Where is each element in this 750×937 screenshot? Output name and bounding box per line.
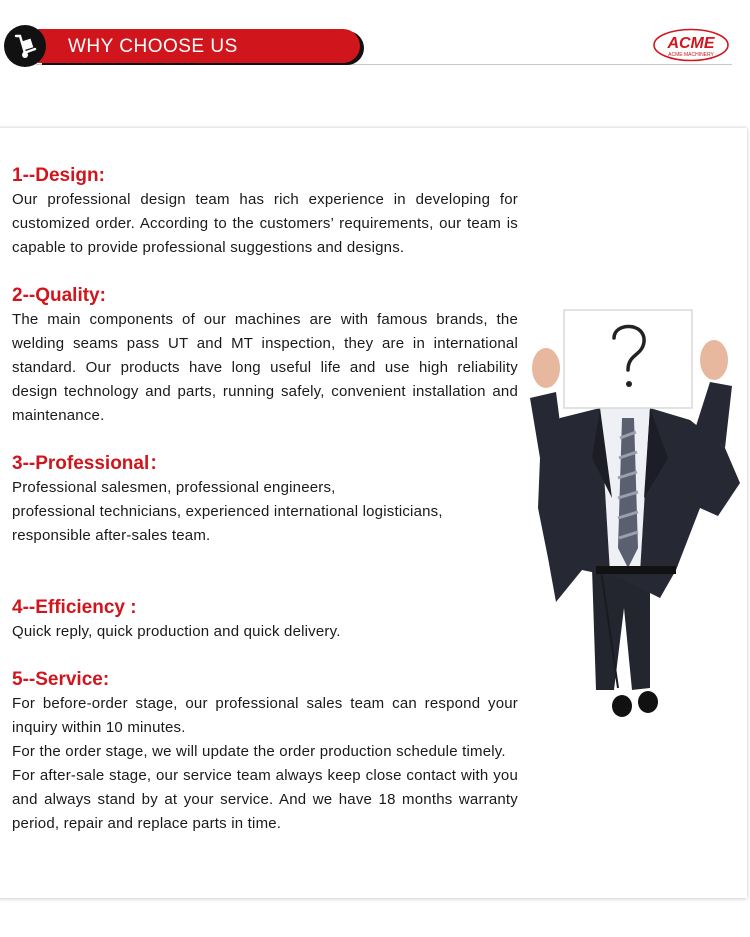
body-line: responsible after-sales team.	[12, 527, 211, 544]
header-divider	[36, 64, 732, 65]
section-title: 1--Design:	[12, 165, 105, 186]
body-line: For the order stage, we will update the order production schedule timely.	[12, 743, 506, 760]
section-title: 3--Professional：	[12, 453, 169, 474]
section-title: 2--Quality:	[12, 285, 106, 306]
section-body	[12, 692, 527, 836]
acme-logo	[652, 28, 730, 62]
section-professional	[12, 452, 492, 548]
logo-text: ACME	[667, 35, 715, 52]
section-design	[12, 164, 518, 260]
section-body: Our professional design team has rich experience in developing for customized order. According to the customers’ requirements, our team is capable to provide professional suggestions and designs.	[12, 191, 518, 256]
section-title: 4--Efficiency :	[12, 597, 137, 618]
hand-truck-icon	[4, 25, 46, 67]
section-efficiency	[12, 596, 518, 644]
page-title: WHY CHOOSE US	[68, 36, 238, 57]
section-body: Quick reply, quick production and quick delivery.	[12, 623, 341, 640]
body-line: For after-sale stage, our service team always keep close contact with you and always stand by at your service. And we have 18 months warranty period, repair and replace parts in time.	[12, 767, 518, 832]
section-body	[12, 476, 492, 548]
section-body: The main components of our machines are with famous brands, the welding seams pass UT and MT inspection, they are in international standard. Our products have long useful life and use high reliability design technology and parts, running safely, convenient installation and maintenance.	[12, 311, 518, 424]
logo-subtext: ACME MACHINERY	[668, 52, 714, 58]
body-line: For before-order stage, our professional sales team can respond your inquiry within 10 minutes.	[12, 695, 518, 736]
businessman-question-illustration	[500, 308, 750, 718]
section-quality	[12, 284, 518, 428]
body-line: Professional salesmen, professional engineers,	[12, 479, 336, 496]
page-header	[0, 0, 750, 80]
section-title: 5--Service:	[12, 669, 110, 690]
body-line: professional technicians, experienced international logisticians,	[12, 503, 443, 520]
title-banner	[38, 29, 360, 63]
section-service	[12, 668, 527, 836]
